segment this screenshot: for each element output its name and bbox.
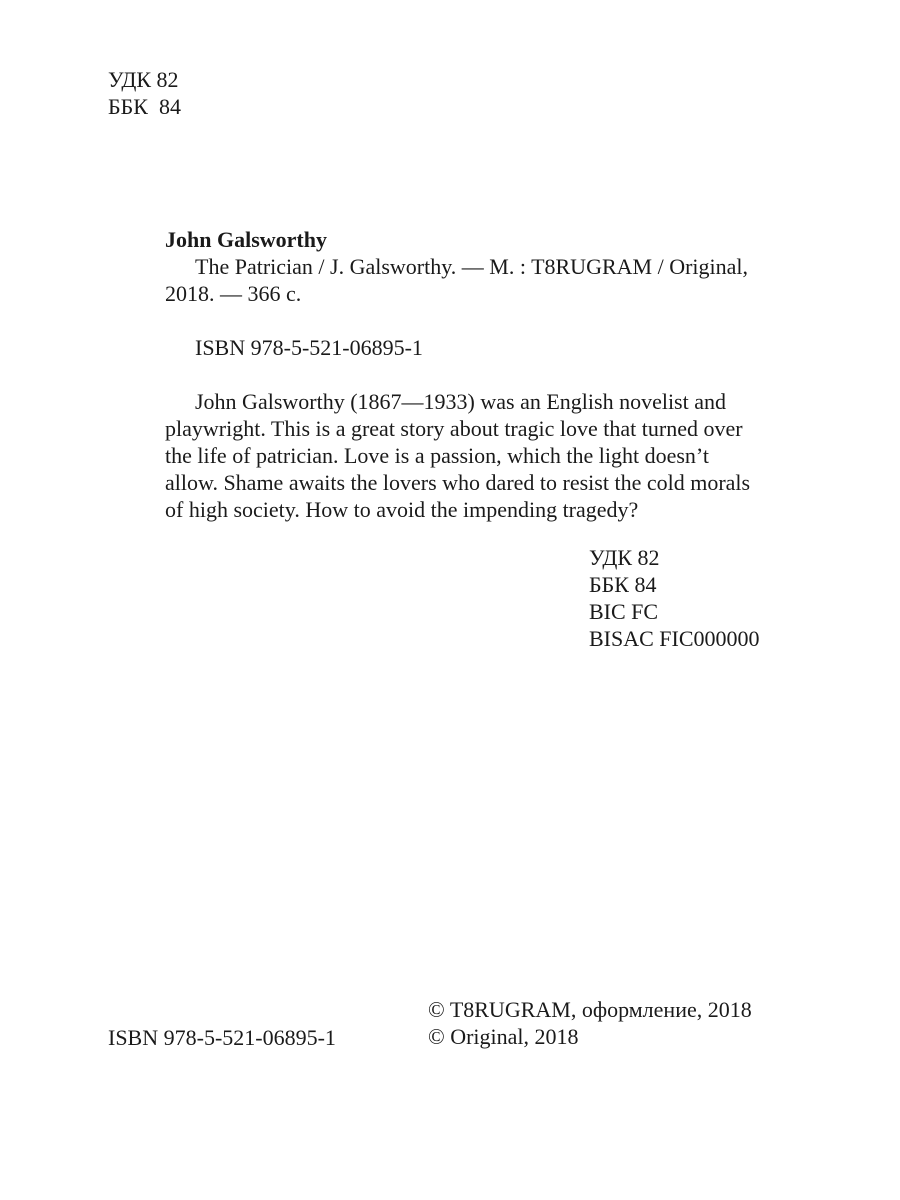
isbn-footer — [108, 1024, 336, 1051]
annotation-paragraph — [165, 388, 759, 523]
citation-line-2: 2018. — 366 c. — [165, 281, 302, 306]
bic-code: BIC FC — [589, 599, 659, 624]
bbk-code: ББК 84 — [108, 94, 181, 119]
udk-code: УДК 82 — [108, 67, 179, 92]
bibliographic-record — [165, 226, 759, 523]
bbk-code: ББК 84 — [589, 572, 657, 597]
annotation-line: the life of patrician. Love is a passion, which the light doesn’t — [165, 443, 709, 468]
annotation-line: playwright. This is a great story about tragic love that turned over — [165, 416, 743, 441]
citation-line-1: The Patrician / J. Galsworthy. — M. : T8RUGRAM / Original, — [195, 254, 749, 279]
top-classification-codes — [108, 66, 181, 120]
udk-code: УДК 82 — [589, 545, 660, 570]
author-name: John Galsworthy — [165, 227, 327, 252]
copyright-line-2: © Original, 2018 — [428, 1024, 579, 1049]
isbn-footer-text: ISBN 978-5-521-06895-1 — [108, 1025, 336, 1050]
isbn-line: ISBN 978-5-521-06895-1 — [195, 335, 423, 360]
annotation-line: allow. Shame awaits the lovers who dared to resist the cold morals — [165, 470, 751, 495]
bisac-code: BISAC FIC000000 — [589, 626, 760, 651]
copyright-notice — [428, 996, 752, 1050]
classification-codes — [589, 544, 760, 652]
copyright-line-1: © T8RUGRAM, оформление, 2018 — [428, 997, 752, 1022]
annotation-line: of high society. How to avoid the impending tragedy? — [165, 497, 639, 522]
annotation-line: John Galsworthy (1867—1933) was an English novelist and — [195, 389, 726, 414]
